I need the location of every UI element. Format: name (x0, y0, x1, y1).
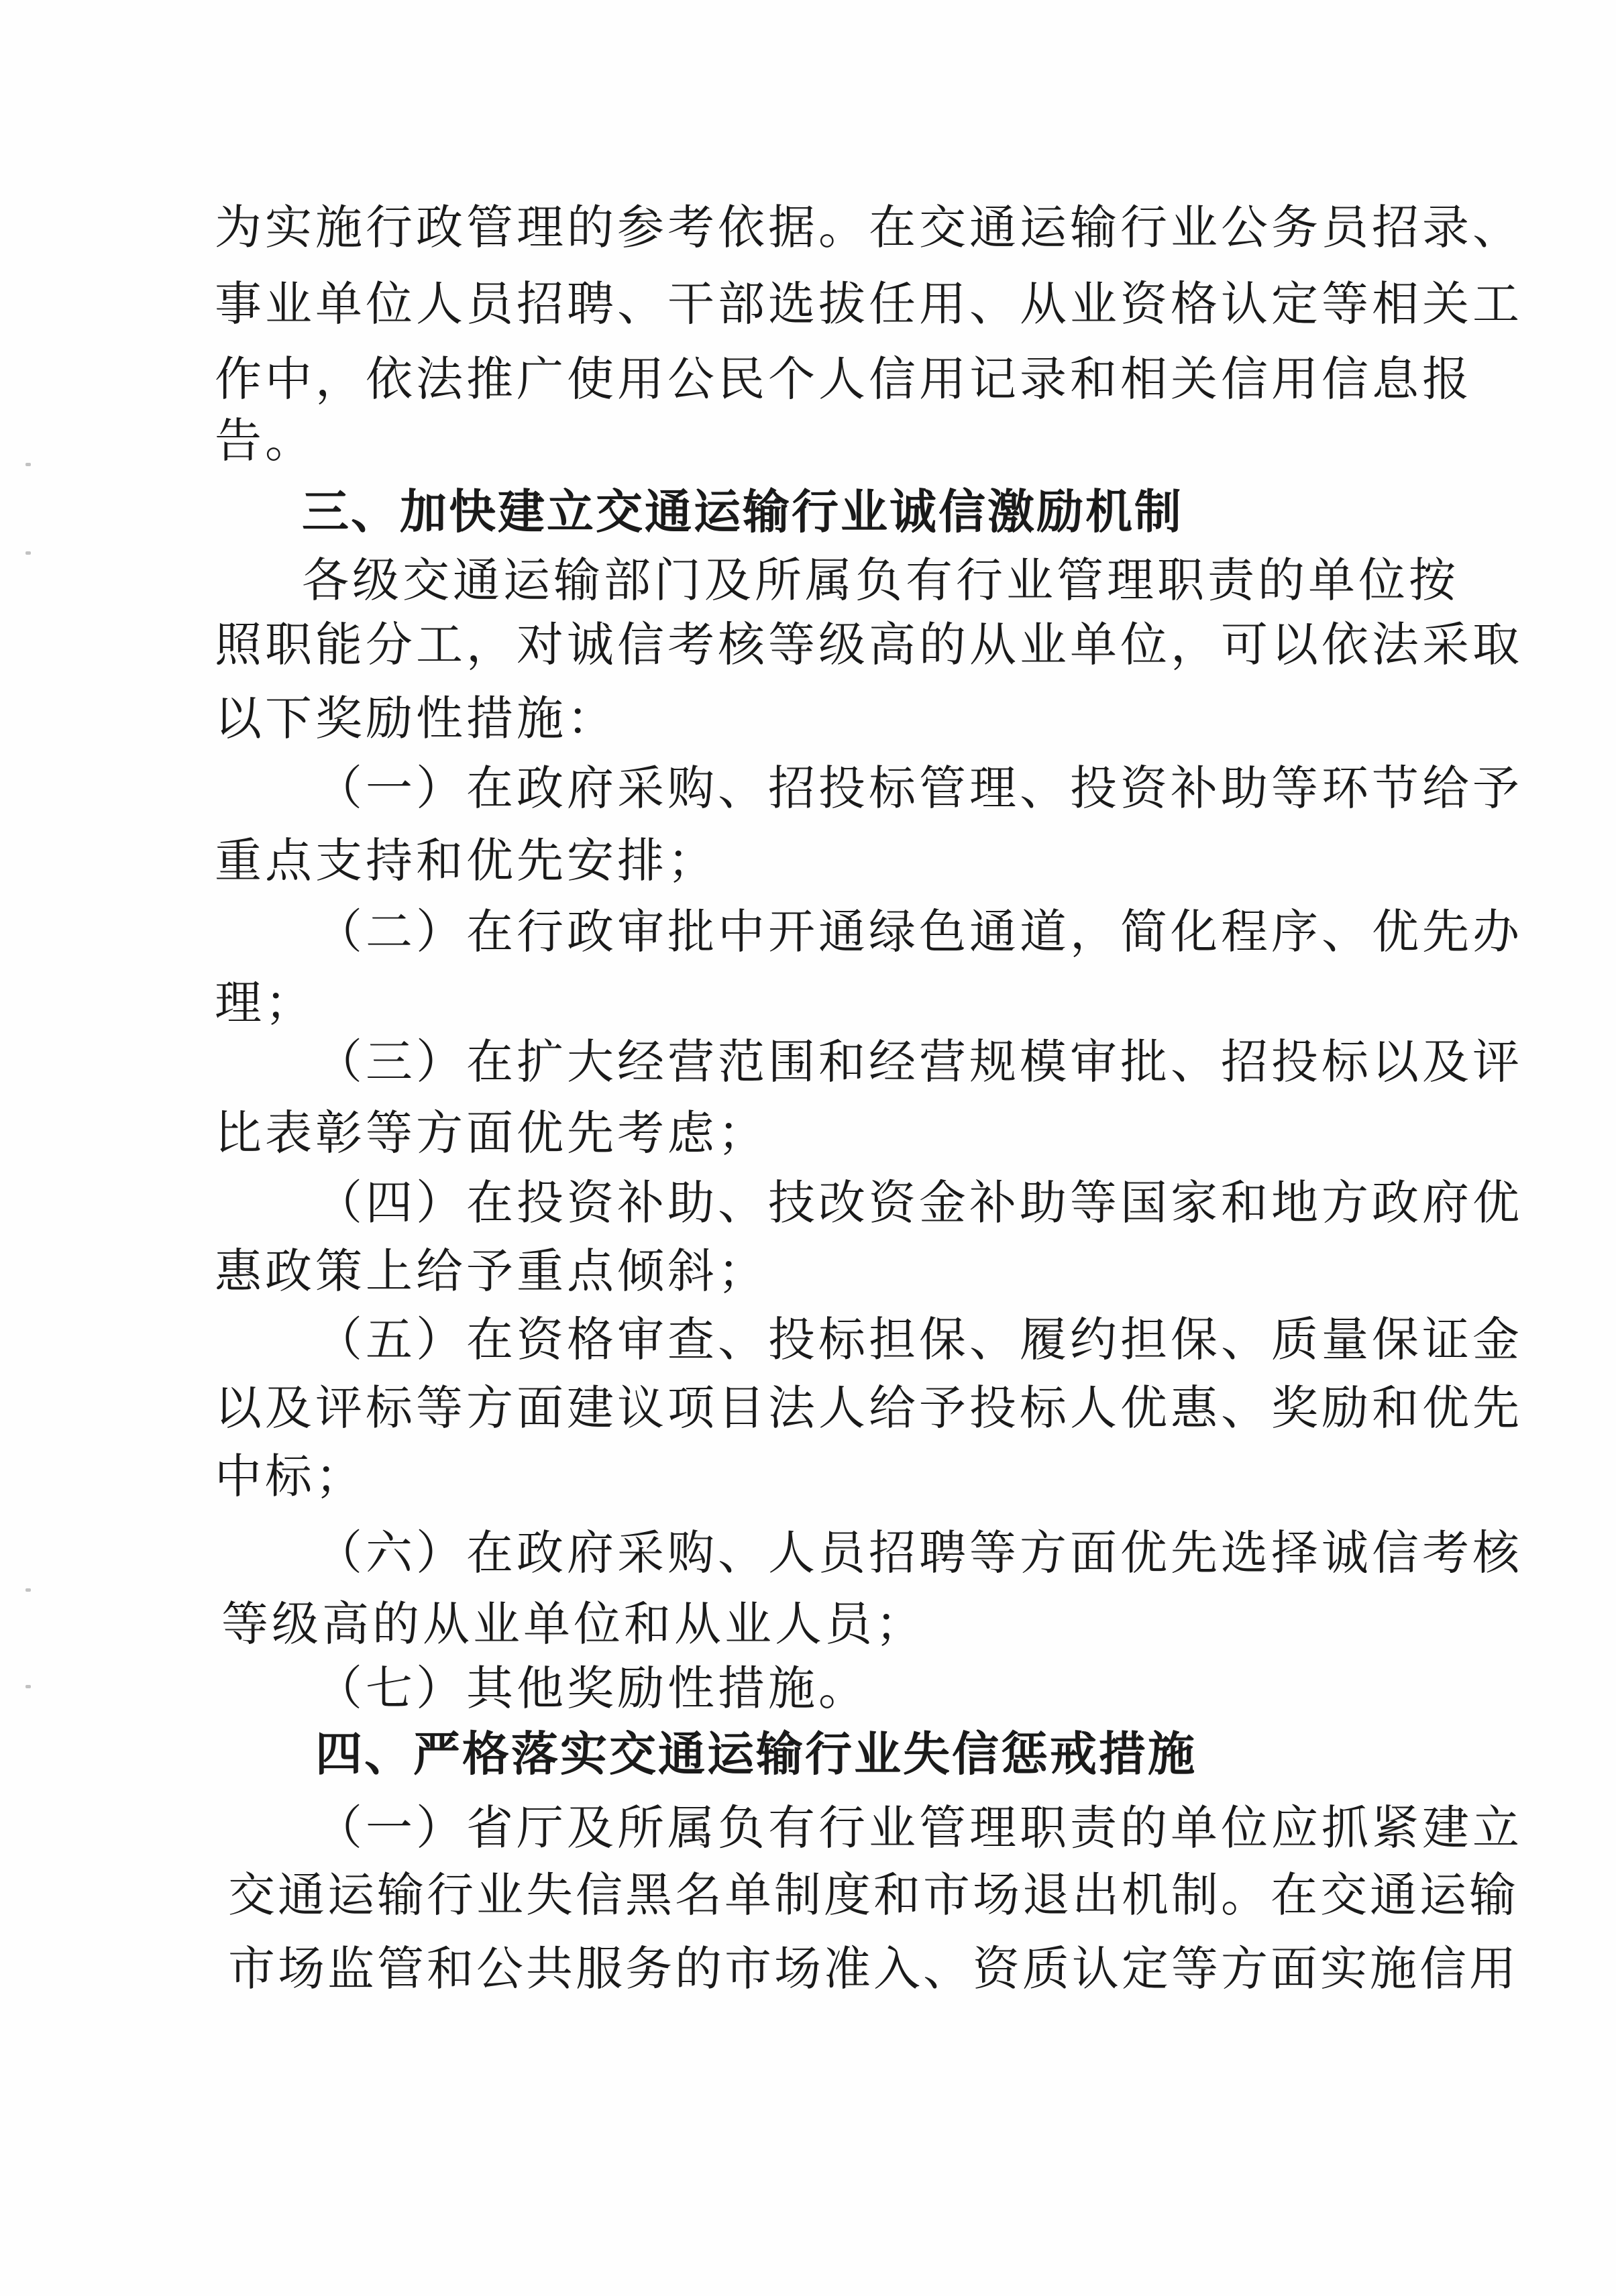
text-line: 惠政策上给予重点倾斜； (215, 1244, 768, 1299)
text-line: 以下奖励性措施： (215, 691, 617, 746)
text-line: （七）其他奖励性措施。 (315, 1661, 869, 1716)
text-line: 作中，依法推广使用公民个人信用记录和相关信用信息报 (215, 351, 1472, 406)
text-line: 交通运输行业失信黑名单制度和市场退出机制。在交通运输 (228, 1867, 1519, 1922)
text-line: （五）在资格审查、投标担保、履约担保、质量保证金 (315, 1312, 1523, 1367)
text-line: （四）在投资补助、技改资金补助等国家和地方政府优 (315, 1175, 1523, 1230)
text-line: （三）在扩大经营范围和经营规模审批、招投标以及评 (315, 1034, 1523, 1089)
text-line: 比表彰等方面优先考虑； (215, 1105, 768, 1160)
text-line: 理； (215, 975, 315, 1030)
text-line: 重点支持和优先安排； (215, 833, 718, 888)
text-line: （二）在行政审批中开通绿色通道，简化程序、优先办 (315, 904, 1523, 959)
text-line: 照职能分工，对诚信考核等级高的从业单位，可以依法采取 (215, 617, 1523, 672)
text-line: 事业单位人员招聘、干部选拔任用、从业资格认定等相关工 (215, 276, 1523, 331)
section-heading-3: 三、加快建立交通运输行业诚信激励机制 (302, 484, 1183, 539)
text-line: 以及评标等方面建议项目法人给予投标人优惠、奖励和优先 (215, 1380, 1523, 1435)
text-line: 等级高的从业单位和从业人员； (221, 1596, 926, 1651)
text-line: （一）在政府采购、招投标管理、投资补助等环节给予 (315, 761, 1523, 816)
text-line: （一）省厅及所属负有行业管理职责的单位应抓紧建立 (315, 1800, 1523, 1855)
text-line: 市场监管和公共服务的市场准入、资质认定等方面实施信用 (228, 1941, 1519, 1996)
text-line: 告。 (215, 413, 315, 468)
section-heading-4: 四、严格落实交通运输行业失信惩戒措施 (315, 1727, 1197, 1782)
text-line: 中标； (215, 1449, 366, 1504)
text-line: 为实施行政管理的参考依据。在交通运输行业公务员招录、 (215, 200, 1523, 255)
text-line: 各级交通运输部门及所属负有行业管理职责的单位按 (302, 553, 1459, 608)
text-line: （六）在政府采购、人员招聘等方面优先选择诚信考核 (315, 1525, 1523, 1580)
